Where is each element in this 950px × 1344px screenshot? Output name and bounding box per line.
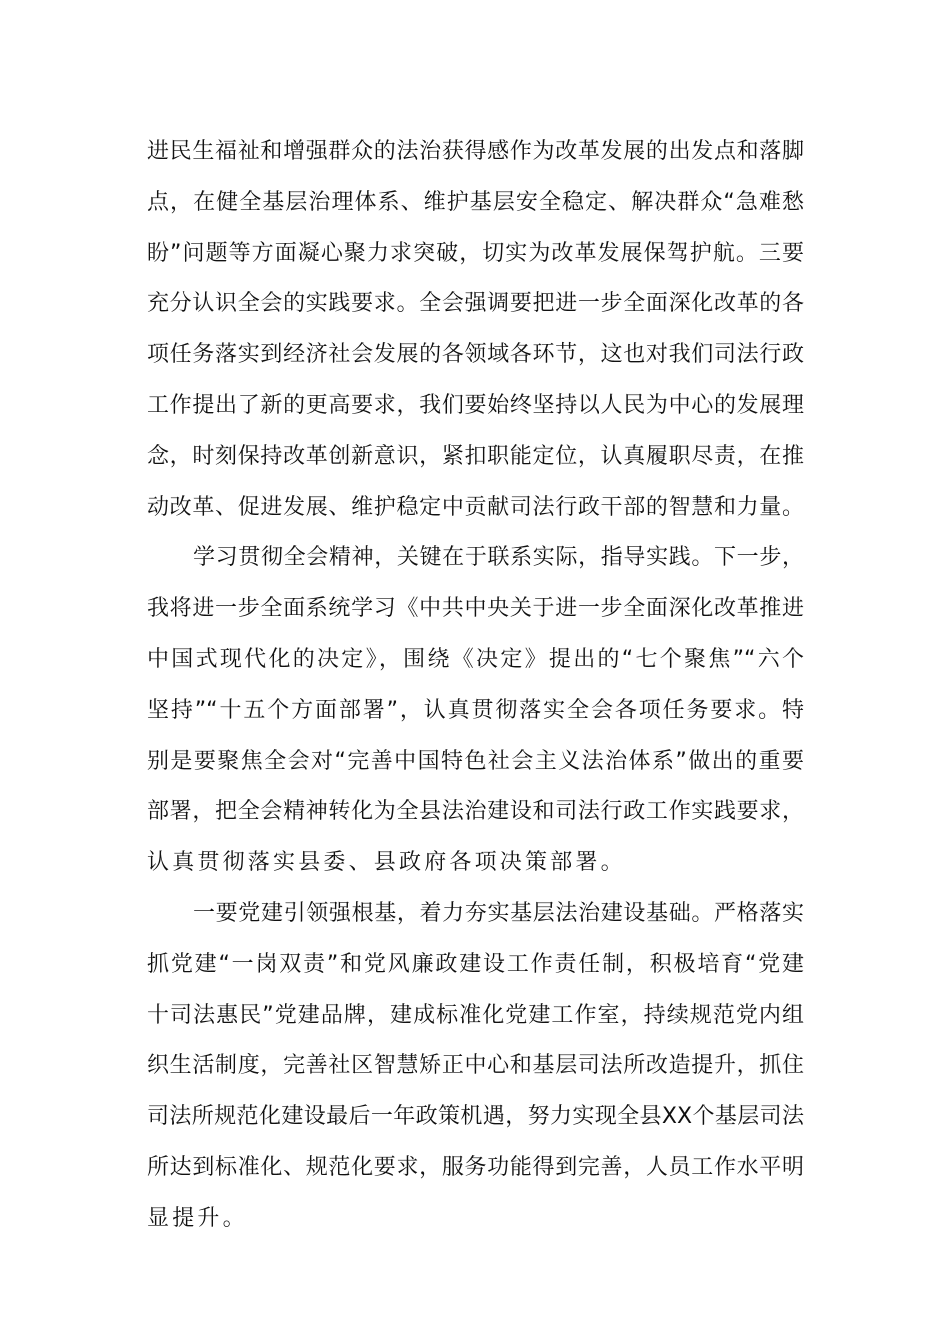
text-line: 点，在健全基层治理体系、维护基层安全稳定、解决群众“急难愁 bbox=[147, 189, 804, 215]
text-line: 工作提出了新的更高要求，我们要始终坚持以人民为中心的发展理 bbox=[147, 392, 804, 418]
document-page bbox=[147, 127, 804, 1245]
text-line: 显提升。 bbox=[147, 1205, 248, 1231]
text-line: 一要党建引领强根基，着力夯实基层法治建设基础。严格落实 bbox=[193, 900, 804, 926]
text-line: 认真贯彻落实县委、县政府各项决策部署。 bbox=[147, 850, 626, 876]
text-line: 织生活制度，完善社区智慧矫正中心和基层司法所改造提升，抓住 bbox=[147, 1053, 804, 1079]
text-line: 充分认识全会的实践要求。全会强调要把进一步全面深化改革的各 bbox=[147, 291, 804, 317]
text-line: 部署，把全会精神转化为全县法治建设和司法行政工作实践要求， bbox=[147, 799, 804, 825]
text-line: 学习贯彻全会精神，关键在于联系实际，指导实践。下一步， bbox=[193, 545, 804, 571]
paragraph bbox=[147, 533, 804, 889]
text-line: 进民生福祉和增强群众的法治获得感作为改革发展的出发点和落脚 bbox=[147, 139, 804, 164]
text-line: 别是要聚焦全会对“完善中国特色社会主义法治体系”做出的重要 bbox=[147, 748, 804, 774]
text-line: 盼”问题等方面凝心聚力求突破，切实为改革发展保驾护航。三要 bbox=[147, 240, 804, 266]
paragraph bbox=[147, 127, 804, 533]
text-line: 念，时刻保持改革创新意识，紧扣职能定位，认真履职尽责，在推 bbox=[147, 443, 804, 469]
paragraph bbox=[147, 889, 804, 1245]
text-line: 司法所规范化建设最后一年政策机遇，努力实现全县XX个基层司法 bbox=[147, 1104, 804, 1130]
text-line: 十司法惠民”党建品牌，建成标准化党建工作室，持续规范党内组 bbox=[147, 1002, 804, 1028]
text-line: 中国式现代化的决定》，围绕《决定》提出的“七个聚焦”“六个 bbox=[147, 646, 804, 672]
text-line: 抓党建“一岗双责”和党风廉政建设工作责任制，积极培育“党建 bbox=[147, 951, 804, 977]
text-line: 动改革、促进发展、维护稳定中贡献司法行政干部的智慧和力量。 bbox=[147, 494, 804, 520]
text-line: 我将进一步全面系统学习《中共中央关于进一步全面深化改革推进 bbox=[147, 596, 804, 622]
text-line: 坚持”“十五个方面部署”，认真贯彻落实全会各项任务要求。特 bbox=[147, 697, 804, 723]
text-line: 项任务落实到经济社会发展的各领域各环节，这也对我们司法行政 bbox=[147, 342, 804, 368]
text-line: 所达到标准化、规范化要求，服务功能得到完善，人员工作水平明 bbox=[147, 1154, 804, 1180]
